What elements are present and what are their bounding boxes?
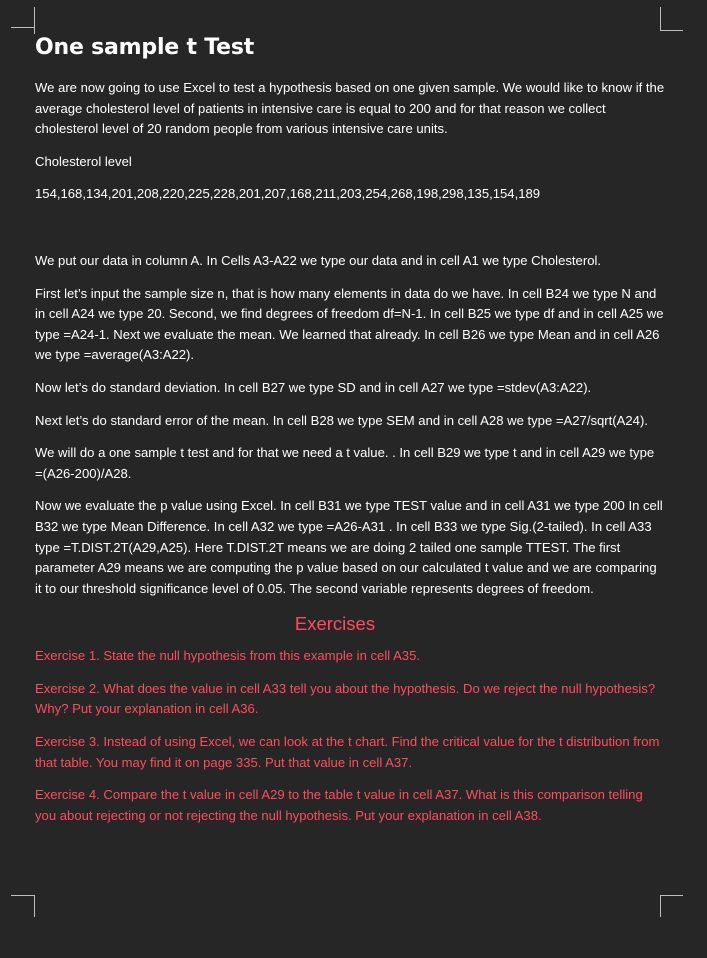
crop-mark-top-left-horizontal (11, 27, 35, 28)
exercise-2: Exercise 2. What does the value in cell A33 tell you about the hypothesis. Do we reject the null hypothesis? Why? Put your explanation in cell A36. (35, 680, 656, 717)
paragraph-standard-error: Next let’s do standard error of the mean. In cell B28 we type SEM and in cell A28 we type =A27/sqrt(A24). (35, 412, 648, 428)
document-page (35, 34, 665, 838)
data-label: Cholesterol level (35, 153, 132, 169)
crop-mark-bottom-left-vertical (34, 895, 35, 917)
crop-mark-top-left-vertical (34, 7, 35, 34)
crop-mark-bottom-left-horizontal (11, 895, 35, 896)
paragraph-t-value: We will do a one sample t test and for that we need a t value. . In cell B29 we type t and in cell A29 we type =(A26-200)/A28. (35, 445, 655, 481)
crop-mark-bottom-right-vertical (660, 895, 661, 917)
exercise-1: Exercise 1. State the null hypothesis from this example in cell A35. (35, 648, 421, 664)
crop-mark-top-right-vertical (660, 7, 661, 30)
paragraph-column-setup: We put our data in column A. In Cells A3-A22 we type our data and in cell A1 we type Cholesterol. (35, 252, 602, 268)
crop-mark-top-right-horizontal (660, 30, 683, 31)
exercise-4: Exercise 4. Compare the t value in cell A29 to the table t value in cell A37. What is this comparison telling you about rejecting or not rejecting the null hypothesis. Put your explanation in cell A38. (35, 787, 643, 823)
spacer (35, 217, 665, 251)
document-title: One sample t Test (35, 35, 255, 60)
exercises-heading: Exercises (294, 613, 376, 635)
paragraph-standard-deviation: Now let’s do standard deviation. In cell B27 we type SD and in cell A27 we type =stdev(A3:A22). (35, 379, 592, 395)
paragraph-p-value: Now we evaluate the p value using Excel. In cell B31 we type TEST value and in cell A31 we type 200 In cell B32 we type Mean Difference. In cell A32 we type =A26-A31 . In cell B33 we type Sig.(2-tailed). In cell A33 type =T.DIST.2T(A29,A25). Here T.DIST.2T means we are doing 2 tailed one sample TTEST. The first parameter A29 means we are computing the p value based on our calculated t value and we are comparing it to our threshold significance level of 0.05. The second variable represents degrees of freedom. (35, 498, 663, 596)
intro-paragraph: We are now going to use Excel to test a hypothesis based on one given sample. We would like to know if the average cholesterol level of patients in intensive care is equal to 200 and for that reason we collect cholesterol level of 20 random people from various intensive care units. (35, 80, 665, 137)
crop-mark-bottom-right-horizontal (660, 895, 683, 896)
exercise-3: Exercise 3. Instead of using Excel, we can look at the t chart. Find the critical value for the t distribution from that table. You may find it on page 335. Put that value in cell A37. (35, 734, 660, 770)
data-values: 154,168,134,201,208,220,225,228,201,207,168,211,203,254,268,198,298,135,154,189 (35, 186, 541, 202)
paragraph-sample-size: First let’s input the sample size n, that is how many elements in data do we have. In cell B24 we type N and in cell A24 we type 20. Second, we find degrees of freedom df=N-1. In cell B25 we type df and in cell A25 we type =A24-1. Next we evaluate the mean. We learned that already. In cell B26 we type Mean and in cell A26 we type =average(A3:A22). (35, 285, 664, 363)
